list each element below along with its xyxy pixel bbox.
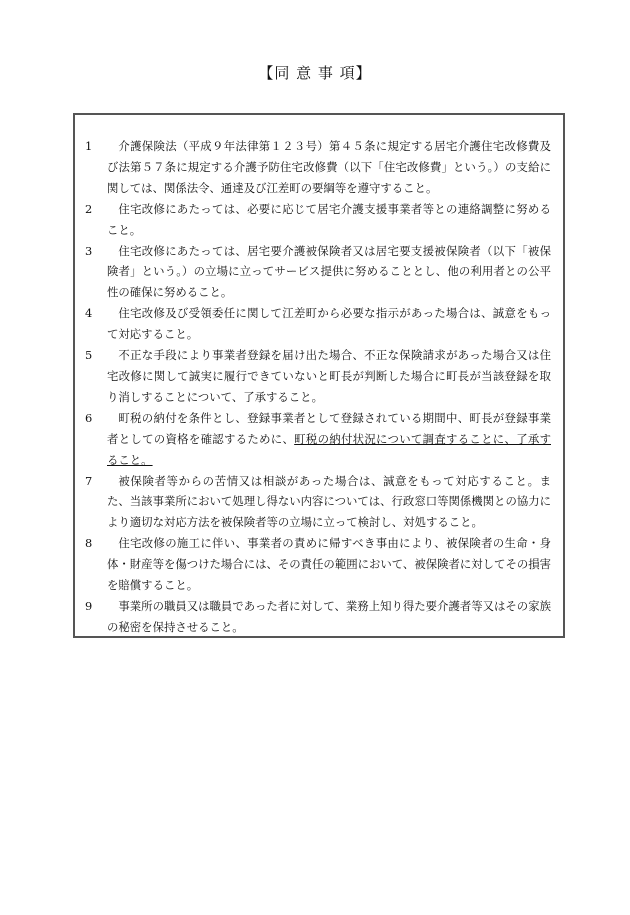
item-text	[95, 408, 551, 471]
item-text	[95, 596, 551, 638]
agreement-item-9	[85, 596, 551, 638]
item-text	[95, 136, 551, 199]
item-text	[95, 471, 551, 534]
agreement-list	[85, 136, 551, 638]
item-text-body: 住宅改修及び受領委任に関して江差町から必要な指示があった場合は、誠意をもって対応すること。	[107, 306, 551, 342]
item-text-body: 町税の納付を条件とし、登録事業者として登録されている期間中、町長が登録事業者としての資格を確認するために、	[107, 410, 551, 446]
item-text	[95, 533, 551, 596]
item-text	[95, 303, 551, 345]
agreement-item-2	[85, 199, 551, 241]
item-number: 6	[85, 410, 93, 425]
item-number: 4	[85, 306, 93, 321]
item-number: 9	[85, 598, 93, 613]
item-text-body: 住宅改修にあたっては、居宅要介護被保険者又は居宅要支援被保険者（以下「被保険者」という。）の立場に立ってサービス提供に努めることとし、他の利用者との公平性の確保に努めること。	[107, 243, 551, 300]
agreement-item-7	[85, 471, 551, 534]
agreement-item-8	[85, 533, 551, 596]
item-number: 2	[85, 201, 93, 216]
agreement-box	[73, 113, 565, 638]
item-text	[95, 241, 551, 304]
item-text-body: 住宅改修の施工に伴い、事業者の責めに帰すべき事由により、被保険者の生命・身体・財産等を傷つけた場合には、その責任の範囲において、被保険者に対してその損害を賠償すること。	[107, 536, 552, 593]
item-text-body: 事業所の職員又は職員であった者に対して、業務上知り得た要介護者等又はその家族の秘密を保持させること。	[107, 598, 551, 634]
agreement-item-6	[85, 408, 551, 471]
item-text-body: 住宅改修にあたっては、必要に応じて居宅介護支援事業者等との連絡調整に努めること。	[107, 201, 551, 237]
item-number: 3	[85, 243, 93, 258]
item-text	[95, 345, 551, 408]
agreement-item-5	[85, 345, 551, 408]
item-underlined-text: 町税の納付状況について調査することに、了承すること。	[107, 431, 551, 467]
page-title: 【同 意 事 項】	[258, 64, 372, 82]
item-text	[95, 199, 551, 241]
agreement-item-3	[85, 241, 551, 304]
agreement-item-1	[85, 136, 551, 199]
item-text-body: 被保険者等からの苦情又は相談があった場合は、誠意をもって対応すること。また、当該事業所において処理し得ない内容については、行政窓口等関係機関との協力により適切な対応方法を被保険者等の立場に立って検討し、対処すること。	[107, 473, 552, 530]
item-number: 5	[85, 348, 93, 363]
agreement-item-4	[85, 303, 551, 345]
item-number: 7	[85, 473, 93, 488]
item-number: 8	[85, 536, 93, 551]
item-number: 1	[85, 139, 93, 153]
item-text-body: 介護保険法（平成９年法律第１２３号）第４５条に規定する居宅介護住宅改修費及び法第５７条に規定する介護予防住宅改修費（以下「住宅改修費」という。）の支給に関しては、関係法令、通達及び江差町の要綱等を遵守すること。	[107, 139, 551, 195]
item-text-body: 不正な手段により事業者登録を届け出た場合、不正な保険請求があった場合又は住宅改修に関して誠実に履行できていないと町長が判断した場合に町長が当該登録を取り消しすることについて、了承すること。	[107, 348, 551, 404]
